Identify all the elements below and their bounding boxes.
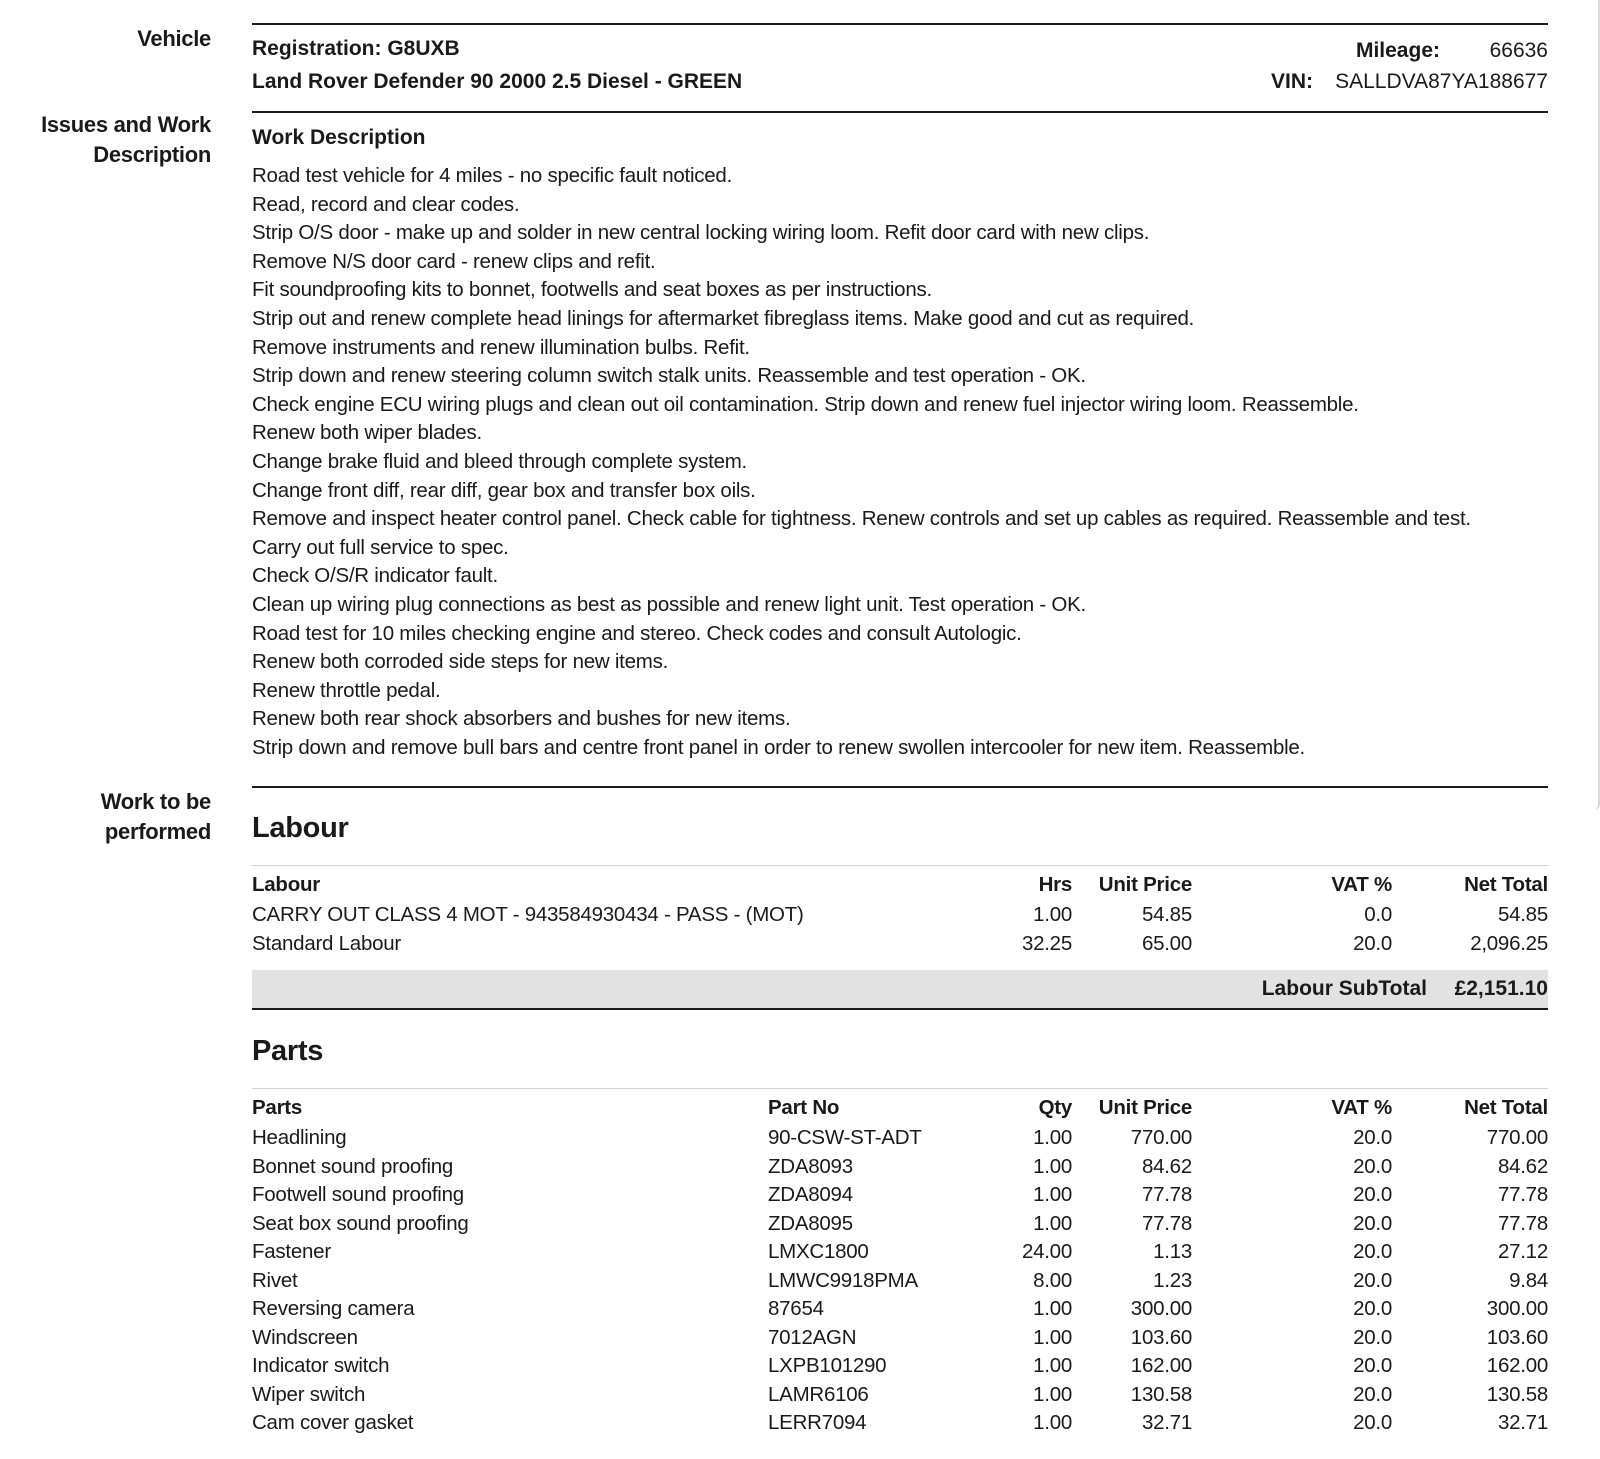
part-vat: 20.0 — [1353, 1154, 1392, 1178]
part-qty: 1.00 — [1033, 1382, 1072, 1406]
labour-col-vat: VAT % — [1331, 872, 1392, 896]
part-unit-price: 84.62 — [1141, 1154, 1192, 1178]
parts-header-row — [252, 1091, 1548, 1124]
mileage-label: Mileage: — [1355, 39, 1440, 62]
part-vat: 20.0 — [1353, 1240, 1392, 1264]
table-row — [252, 930, 1548, 959]
work-description-line: Strip out and renew complete head linings for aftermarket fibreglass items. Make good and cut as required. — [252, 306, 1195, 330]
part-number: 90-CSW-ST-ADT — [768, 1126, 922, 1150]
part-qty: 1.00 — [1033, 1154, 1072, 1178]
page-scrollbar[interactable] — [1592, 0, 1600, 810]
section-label-work: Work to be performed — [100, 789, 211, 844]
part-number: 87654 — [768, 1297, 824, 1321]
vehicle-top-rule — [252, 23, 1548, 25]
part-unit-price: 32.71 — [1141, 1411, 1192, 1435]
part-qty: 8.00 — [1033, 1268, 1072, 1292]
labour-subtotal-label: Labour SubTotal — [1261, 977, 1427, 1000]
table-row — [252, 1381, 1548, 1410]
part-unit-price: 1.13 — [1153, 1240, 1192, 1264]
labour-hrs: 1.00 — [1033, 903, 1072, 927]
work-description-line: Remove N/S door card - renew clips and refit. — [252, 249, 656, 273]
part-description: Footwell sound proofing — [252, 1183, 464, 1207]
table-row — [252, 1238, 1548, 1267]
part-description: Rivet — [252, 1268, 298, 1292]
work-description-line: Remove instruments and renew illumination bulbs. Refit. — [252, 335, 750, 359]
labour-unit-price: 65.00 — [1141, 931, 1192, 955]
table-row — [252, 1210, 1548, 1239]
table-row — [252, 1267, 1548, 1296]
part-unit-price: 770.00 — [1130, 1126, 1192, 1150]
part-number: LERR7094 — [768, 1411, 867, 1435]
part-qty: 24.00 — [1021, 1240, 1072, 1264]
table-row — [252, 1181, 1548, 1210]
part-vat: 20.0 — [1353, 1411, 1392, 1435]
work-description-line: Check engine ECU wiring plugs and clean out oil contamination. Strip down and renew fuel injector wiring loom. Reassemble. — [252, 392, 1359, 416]
part-vat: 20.0 — [1353, 1268, 1392, 1292]
part-description: Bonnet sound proofing — [252, 1154, 454, 1178]
part-number: 7012AGN — [768, 1325, 857, 1349]
vehicle-description: Land Rover Defender 90 2000 2.5 Diesel - GREEN — [252, 70, 743, 93]
part-vat: 20.0 — [1353, 1126, 1392, 1150]
parts-col-qty: Qty — [1038, 1095, 1072, 1119]
part-net-total: 77.78 — [1497, 1183, 1548, 1207]
work-description-line: Renew both wiper blades. — [252, 421, 482, 445]
work-description-line: Renew both corroded side steps for new items. — [252, 650, 669, 674]
part-description: Wiper switch — [252, 1382, 366, 1406]
work-description-line: Carry out full service to spec. — [252, 535, 509, 559]
labour-description: CARRY OUT CLASS 4 MOT - 943584930434 - PASS - (MOT) — [252, 903, 804, 927]
part-number: LMWC9918PMA — [768, 1268, 918, 1292]
part-unit-price: 162.00 — [1130, 1354, 1192, 1378]
part-net-total: 770.00 — [1486, 1126, 1548, 1150]
part-description: Fastener — [252, 1240, 331, 1264]
labour-col-hrs: Hrs — [1038, 872, 1072, 896]
parts-col-part-no: Part No — [768, 1095, 840, 1119]
labour-hrs: 32.25 — [1021, 931, 1072, 955]
work-description-bottom-rule — [252, 786, 1548, 788]
part-net-total: 77.78 — [1497, 1211, 1548, 1235]
work-description-line: Strip down and remove bull bars and centre front panel in order to renew swollen intercooler for new item. Reassemble. — [252, 735, 1305, 759]
work-description-line: Clean up wiring plug connections as best as possible and renew light unit. Test operation - OK. — [252, 592, 1086, 616]
parts-col-description: Parts — [252, 1095, 303, 1119]
table-row — [252, 1124, 1548, 1153]
table-row — [252, 1153, 1548, 1182]
work-description-line: Strip down and renew steering column switch stalk units. Reassemble and test operation - OK. — [252, 364, 1086, 388]
parts-col-net-total: Net Total — [1464, 1095, 1548, 1119]
part-vat: 20.0 — [1353, 1382, 1392, 1406]
part-number: LXPB101290 — [768, 1354, 887, 1378]
part-net-total: 32.71 — [1497, 1411, 1548, 1435]
part-net-total: 103.60 — [1486, 1325, 1548, 1349]
part-unit-price: 77.78 — [1141, 1183, 1192, 1207]
section-label-issues: Issues and Work Description — [41, 112, 211, 167]
part-qty: 1.00 — [1033, 1325, 1072, 1349]
part-unit-price: 1.23 — [1153, 1268, 1192, 1292]
labour-col-description: Labour — [252, 872, 320, 896]
mileage-value: 66636 — [1489, 39, 1548, 62]
work-description-line: Read, record and clear codes. — [252, 192, 520, 216]
labour-header-row — [252, 868, 1548, 901]
part-unit-price: 103.60 — [1130, 1325, 1192, 1349]
part-vat: 20.0 — [1353, 1211, 1392, 1235]
part-net-total: 162.00 — [1486, 1354, 1548, 1378]
work-description-line: Renew both rear shock absorbers and bushes for new items. — [252, 707, 791, 731]
work-description-line: Change brake fluid and bleed through complete system. — [252, 449, 748, 473]
table-row — [252, 901, 1548, 930]
section-label-vehicle: Vehicle — [137, 26, 211, 51]
part-unit-price: 77.78 — [1141, 1211, 1192, 1235]
labour-subtotal-value: £2,151.10 — [1454, 977, 1548, 1000]
part-net-total: 300.00 — [1486, 1297, 1548, 1321]
labour-title-rule — [252, 865, 1548, 866]
labour-vat: 0.0 — [1364, 903, 1392, 927]
parts-col-unit-price: Unit Price — [1098, 1095, 1192, 1119]
labour-title: Labour — [252, 812, 349, 844]
labour-net-total: 2,096.25 — [1470, 931, 1548, 955]
work-description-line: Check O/S/R indicator fault. — [252, 564, 498, 588]
part-description: Cam cover gasket — [252, 1411, 414, 1435]
table-row — [252, 1324, 1548, 1353]
part-qty: 1.00 — [1033, 1354, 1072, 1378]
part-description: Headlining — [252, 1126, 347, 1150]
part-vat: 20.0 — [1353, 1354, 1392, 1378]
work-description-line: Remove and inspect heater control panel. Check cable for tightness. Renew controls and set up cables as required. Reassemble and test. — [252, 507, 1471, 531]
labour-description: Standard Labour — [252, 931, 401, 955]
part-qty: 1.00 — [1033, 1211, 1072, 1235]
vin-label: VIN: — [1271, 70, 1313, 93]
labour-col-unit-price: Unit Price — [1098, 872, 1192, 896]
part-description: Indicator switch — [252, 1354, 390, 1378]
part-net-total: 84.62 — [1497, 1154, 1548, 1178]
part-net-total: 27.12 — [1497, 1240, 1548, 1264]
vehicle-bottom-rule — [252, 111, 1548, 113]
part-number: ZDA8095 — [768, 1211, 853, 1235]
part-description: Windscreen — [252, 1325, 358, 1349]
parts-title-rule — [252, 1088, 1548, 1089]
work-description-line: Road test for 10 miles checking engine and stereo. Check codes and consult Autologic. — [252, 621, 1022, 645]
work-description-line: Change front diff, rear diff, gear box and transfer box oils. — [252, 478, 756, 502]
work-description-line: Strip O/S door - make up and solder in new central locking wiring loom. Refit door card with new clips. — [252, 221, 1150, 245]
labour-col-net-total: Net Total — [1464, 872, 1548, 896]
parts-col-vat: VAT % — [1331, 1095, 1392, 1119]
part-vat: 20.0 — [1353, 1325, 1392, 1349]
table-row — [252, 1295, 1548, 1324]
part-description: Reversing camera — [252, 1297, 415, 1321]
part-number: LAMR6106 — [768, 1382, 869, 1406]
work-description-line: Fit soundproofing kits to bonnet, footwells and seat boxes as per instructions. — [252, 278, 932, 302]
part-qty: 1.00 — [1033, 1183, 1072, 1207]
part-net-total: 9.84 — [1509, 1268, 1548, 1292]
part-number: ZDA8094 — [768, 1183, 853, 1207]
part-unit-price: 130.58 — [1130, 1382, 1192, 1406]
part-unit-price: 300.00 — [1130, 1297, 1192, 1321]
part-qty: 1.00 — [1033, 1297, 1072, 1321]
labour-vat: 20.0 — [1353, 931, 1392, 955]
work-description-heading: Work Description — [252, 126, 426, 149]
table-row — [252, 1409, 1548, 1438]
parts-title: Parts — [252, 1035, 324, 1067]
labour-unit-price: 54.85 — [1141, 903, 1192, 927]
parts-table — [252, 1091, 1548, 1438]
labour-table — [252, 868, 1548, 958]
part-qty: 1.00 — [1033, 1126, 1072, 1150]
part-number: ZDA8093 — [768, 1154, 853, 1178]
part-number: LMXC1800 — [768, 1240, 869, 1264]
table-row — [252, 1352, 1548, 1381]
work-description-line: Renew throttle pedal. — [252, 678, 441, 702]
labour-net-total: 54.85 — [1497, 903, 1548, 927]
part-vat: 20.0 — [1353, 1297, 1392, 1321]
vin-value: SALLDVA87YA188677 — [1335, 70, 1548, 93]
part-net-total: 130.58 — [1486, 1382, 1548, 1406]
part-description: Seat box sound proofing — [252, 1211, 469, 1235]
labour-subtotal-bar — [252, 970, 1548, 1010]
part-vat: 20.0 — [1353, 1183, 1392, 1207]
work-description-line: Road test vehicle for 4 miles - no specific fault noticed. — [252, 164, 733, 187]
part-qty: 1.00 — [1033, 1411, 1072, 1435]
work-description-list — [252, 162, 1552, 762]
vehicle-registration: Registration: G8UXB — [252, 37, 460, 60]
